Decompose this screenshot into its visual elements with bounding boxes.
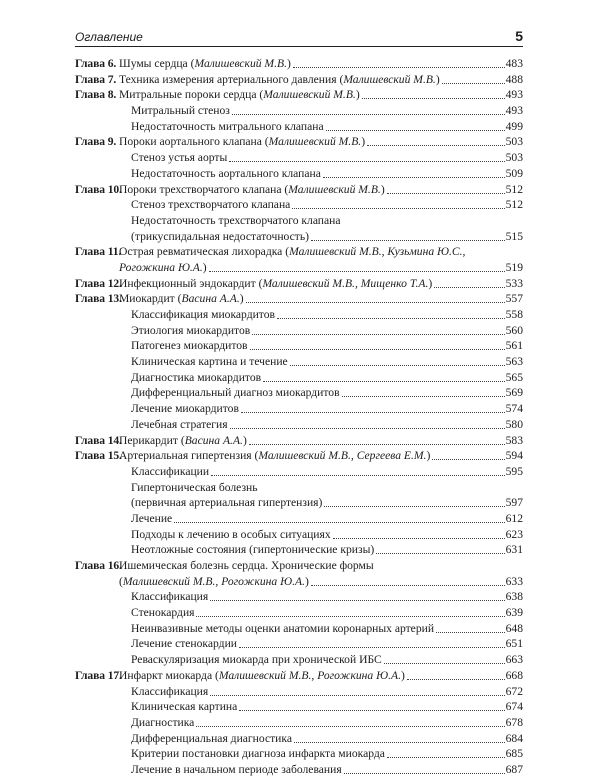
toc-chapter-entry[interactable] <box>75 182 523 198</box>
dot-leader <box>290 354 505 366</box>
entry-title <box>119 182 385 198</box>
entry-page-number: 594 <box>505 449 523 463</box>
dot-leader <box>387 182 505 194</box>
dot-leader <box>229 150 504 162</box>
dot-leader <box>294 731 505 743</box>
entry-title <box>131 762 342 778</box>
entry-authors: Малишевский М.В., Рогожкина Ю.А. <box>218 668 401 682</box>
entry-title-closing: ) <box>286 57 291 70</box>
toc-section-entry[interactable] <box>75 385 523 401</box>
toc-chapter-entry[interactable] <box>75 291 523 307</box>
entry-title-text: Диагностика миокардитов <box>131 370 262 384</box>
entry-page-number: 488 <box>505 72 523 86</box>
dot-leader <box>434 276 504 288</box>
entry-title-text: Лечение в начальном периоде заболевания <box>131 762 342 776</box>
chapter-number: Глава 9. <box>75 135 117 149</box>
entry-title-text: Этиология миокардитов <box>131 323 251 337</box>
chapter-number: Глава 7. <box>75 72 117 86</box>
toc-section-entry[interactable] <box>75 589 523 605</box>
entry-title-text: Классификации <box>131 464 210 478</box>
entry-title-text: Артериальная гипертензия ( <box>119 449 259 463</box>
dot-leader <box>241 401 505 413</box>
dot-leader <box>326 119 505 131</box>
entry-title-text: Диагностика <box>131 715 195 729</box>
chapter-number: Глава 12. <box>75 276 122 290</box>
entry-title <box>131 589 208 605</box>
toc-section-entry[interactable] <box>75 401 523 417</box>
chapter-number: Глава 10. <box>75 182 122 196</box>
table-of-contents <box>75 56 523 778</box>
entry-authors: Малишевский М.В., Рогожкина Ю.А. <box>122 574 305 588</box>
entry-title-text: Клиническая картина <box>131 700 238 714</box>
entry-title <box>131 684 208 700</box>
entry-title-text: Дифференциальная диагностика <box>131 731 292 745</box>
entry-title <box>119 87 360 103</box>
entry-title <box>131 621 434 637</box>
toc-section-entry[interactable] <box>75 746 523 762</box>
entry-title <box>119 276 432 292</box>
dot-leader <box>277 307 505 319</box>
dot-leader <box>436 621 505 633</box>
dot-leader <box>387 746 505 758</box>
entry-title-closing: ) <box>355 88 360 102</box>
entry-page-number: 512 <box>505 198 523 212</box>
toc-section-entry[interactable] <box>75 197 523 213</box>
entry-title-text: Клиническая картина и течение <box>131 355 288 369</box>
entry-title <box>119 56 291 72</box>
entry-title-text: Техника измерения артериального давления ( <box>119 72 344 86</box>
entry-title <box>131 338 248 354</box>
toc-section-entry[interactable] <box>75 731 523 747</box>
entry-authors: Малишевский М.В., Кузьмина Ю.С., <box>289 245 466 259</box>
toc-section-entry[interactable] <box>75 480 523 496</box>
entry-page-number: 597 <box>505 496 523 510</box>
entry-title-text: Недостаточность митрального клапана <box>131 119 324 133</box>
toc-section-entry[interactable] <box>75 495 523 511</box>
entry-page-number: 687 <box>505 762 523 776</box>
toc-chapter-entry[interactable] <box>75 668 523 684</box>
entry-title-text: Стеноз трехстворчатого клапана <box>131 198 291 212</box>
entry-page-number: 668 <box>505 668 523 682</box>
entry-title-text: Классификация миокардитов <box>131 308 275 321</box>
entry-page-number: 503 <box>505 135 523 149</box>
entry-title <box>131 213 341 229</box>
entry-title <box>119 433 247 449</box>
chapter-number: Глава 11. <box>75 245 122 259</box>
entry-title-text: Пороки аортального клапана ( <box>119 135 269 149</box>
running-header-title: Оглавление <box>75 30 143 44</box>
dot-leader <box>384 652 505 664</box>
entry-title-closing: ) <box>239 292 244 306</box>
toc-section-entry[interactable] <box>75 527 523 543</box>
entry-page-number: 569 <box>505 386 523 400</box>
toc-section-entry[interactable] <box>75 621 523 637</box>
entry-title-text: Ишемическая болезнь сердца. Хронические формы <box>119 559 374 572</box>
entry-title <box>119 244 465 260</box>
entry-authors: Малишевский М.В. <box>343 72 436 86</box>
toc-section-entry[interactable] <box>75 762 523 778</box>
toc-section-entry[interactable] <box>75 370 523 386</box>
entry-title-closing: ) <box>426 449 431 463</box>
dot-leader <box>432 448 504 460</box>
dot-leader <box>407 668 505 680</box>
entry-authors: Малишевский М.В. <box>268 135 362 149</box>
entry-page-number: 515 <box>505 229 523 243</box>
entry-title-text: Лечебная стратегия <box>131 417 228 431</box>
entry-title <box>131 605 194 621</box>
toc-section-entry[interactable] <box>75 213 523 229</box>
entry-title-text: Классификация <box>131 684 209 698</box>
toc-section-entry[interactable] <box>75 150 523 166</box>
entry-authors: Васина А.А. <box>184 433 243 447</box>
toc-section-entry[interactable] <box>75 636 523 652</box>
entry-title-text: Шумы сердца ( <box>119 57 195 70</box>
entry-title-text: Инфекционный эндокардит ( <box>119 276 263 290</box>
toc-section-entry[interactable] <box>75 684 523 700</box>
dot-leader <box>210 684 504 696</box>
entry-title-text: Острая ревматическая лихорадка ( <box>119 245 290 259</box>
entry-page-number: 674 <box>505 700 523 714</box>
dot-leader <box>292 197 504 209</box>
entry-title-text: ( <box>119 574 123 588</box>
entry-page-number: 639 <box>505 606 523 620</box>
dot-leader <box>367 134 505 146</box>
entry-title <box>131 370 261 386</box>
chapter-number: Глава 8. <box>75 88 117 102</box>
entry-title-text: Митральные пороки сердца ( <box>119 88 264 102</box>
entry-title-text: (первичная артериальная гипертензия) <box>131 496 323 510</box>
toc-section-entry[interactable] <box>75 354 523 370</box>
entry-authors: Малишевский М.В. <box>263 88 356 102</box>
entry-page-number: 574 <box>505 402 523 416</box>
toc-chapter-entry[interactable] <box>75 558 523 574</box>
dot-leader <box>362 87 505 99</box>
entry-authors: Васина А.А. <box>181 292 240 306</box>
dot-leader <box>209 260 505 272</box>
entry-title-text: Неинвазивные методы оценки анатомии коронарных артерий <box>131 621 435 635</box>
entry-title-text: Патогенез миокардитов <box>131 339 248 353</box>
entry-title <box>119 448 430 464</box>
entry-page-number: 563 <box>505 355 523 369</box>
entry-page-number: 631 <box>505 543 523 557</box>
entry-page-number: 685 <box>505 747 523 761</box>
entry-title-closing: ) <box>304 574 309 588</box>
entry-title-text: Перикардит ( <box>119 433 185 447</box>
entry-title <box>131 307 275 323</box>
entry-page-number: 583 <box>505 433 523 447</box>
entry-title <box>119 72 440 88</box>
dot-leader <box>342 385 505 397</box>
entry-title <box>131 527 331 543</box>
entry-page-number: 678 <box>505 715 523 729</box>
toc-chapter-entry[interactable] <box>75 87 523 103</box>
entry-title-text: Классификация <box>131 590 209 604</box>
dot-leader <box>246 291 505 303</box>
entry-title <box>131 401 239 417</box>
entry-title <box>119 574 309 590</box>
entry-page-number: 651 <box>505 637 523 651</box>
entry-title <box>131 150 227 166</box>
entry-title-text: Недостаточность аортального клапана <box>131 166 321 180</box>
entry-title <box>131 103 230 119</box>
entry-title <box>131 511 172 527</box>
entry-title <box>131 464 209 480</box>
toc-section-entry[interactable] <box>75 699 523 715</box>
entry-page-number: 638 <box>505 590 523 604</box>
dot-leader <box>311 229 505 241</box>
dot-leader <box>344 762 505 774</box>
entry-title-closing: ) <box>361 135 366 149</box>
entry-page-number: 633 <box>505 574 523 588</box>
dot-leader <box>311 574 505 586</box>
entry-title-text: Дифференциальный диагноз миокардитов <box>131 386 340 400</box>
entry-page-number: 503 <box>505 151 523 165</box>
dot-leader <box>239 636 505 648</box>
entry-page-number: 648 <box>505 621 523 635</box>
chapter-number: Глава 14. <box>75 433 122 447</box>
entry-title <box>131 417 228 433</box>
dot-leader <box>252 323 504 335</box>
entry-authors: Малишевский М.В., Мищенко Т.А. <box>262 276 429 290</box>
dot-leader <box>196 605 504 617</box>
dot-leader <box>376 542 504 554</box>
entry-title-closing: ) <box>202 260 207 274</box>
entry-title <box>131 699 237 715</box>
entry-title-closing: ) <box>428 276 433 290</box>
toc-section-entry[interactable] <box>75 323 523 339</box>
entry-page-number: 612 <box>505 511 523 525</box>
entry-page-number: 623 <box>505 527 523 541</box>
entry-page-number: 493 <box>505 104 523 118</box>
entry-title-text: Гипертоническая болезнь <box>131 480 258 494</box>
entry-authors: Малишевский М.В. <box>194 57 287 70</box>
dot-leader <box>230 417 505 429</box>
entry-page-number: 560 <box>505 323 523 337</box>
entry-title-text: Митральный стеноз <box>131 104 230 118</box>
entry-title <box>131 495 322 511</box>
entry-title <box>131 636 237 652</box>
dot-leader <box>293 56 505 68</box>
entry-page-number: 561 <box>505 339 523 353</box>
chapter-number: Глава 15. <box>75 449 122 463</box>
entry-title <box>131 731 292 747</box>
chapter-number: Глава 16. <box>75 559 122 572</box>
toc-chapter-entry[interactable] <box>75 276 523 292</box>
chapter-number: Глава 6. <box>75 57 117 70</box>
entry-title <box>131 323 250 339</box>
dot-leader <box>249 433 505 445</box>
dot-leader <box>211 464 505 476</box>
entry-page-number: 533 <box>505 276 523 290</box>
entry-title <box>131 354 288 370</box>
dot-leader <box>263 370 505 382</box>
dot-leader <box>333 527 505 539</box>
entry-page-number: 519 <box>505 260 523 274</box>
entry-title <box>131 385 340 401</box>
toc-section-entry[interactable] <box>75 229 523 245</box>
entry-title <box>119 291 244 307</box>
toc-entry-continuation[interactable] <box>75 574 523 590</box>
entry-title-text: Стенокардия <box>131 606 195 620</box>
toc-chapter-entry[interactable] <box>75 72 523 88</box>
dot-leader <box>323 166 505 178</box>
toc-section-entry[interactable] <box>75 307 523 323</box>
entry-title-text: Лечение миокардитов <box>131 402 239 416</box>
toc-chapter-entry[interactable] <box>75 433 523 449</box>
entry-title <box>131 166 321 182</box>
entry-title <box>119 260 207 276</box>
entry-title <box>131 480 258 496</box>
dot-leader <box>196 715 504 727</box>
entry-authors: Малишевский М.В., Сергеева Е.М. <box>258 449 427 463</box>
toc-chapter-entry[interactable] <box>75 448 523 464</box>
entry-title-closing: ) <box>242 433 247 447</box>
entry-title <box>131 542 374 558</box>
entry-authors: Рогожкина Ю.А. <box>119 260 203 274</box>
entry-title-text: Критерии постановки диагноза инфаркта миокарда <box>131 747 385 761</box>
dot-leader <box>239 699 504 711</box>
entry-title-text: Стеноз устья аорты <box>131 151 228 165</box>
entry-page-number: 580 <box>505 417 523 431</box>
entry-title-closing: ) <box>380 182 385 196</box>
entry-page-number: 672 <box>505 684 523 698</box>
entry-title <box>131 197 290 213</box>
entry-title <box>119 668 405 684</box>
entry-title <box>131 715 194 731</box>
entry-title <box>119 134 365 150</box>
entry-page-number: 684 <box>505 731 523 745</box>
toc-section-entry[interactable] <box>75 715 523 731</box>
entry-page-number: 499 <box>505 119 523 133</box>
entry-title-text: Миокардит ( <box>119 292 182 306</box>
entry-title-text: (трикуспидальная недостаточность) <box>131 229 309 243</box>
dot-leader <box>174 511 504 523</box>
toc-section-entry[interactable] <box>75 338 523 354</box>
entry-page-number: 558 <box>505 308 523 321</box>
running-header <box>75 28 523 47</box>
entry-page-number: 512 <box>505 182 523 196</box>
entry-title <box>131 652 382 668</box>
toc-section-entry[interactable] <box>75 103 523 119</box>
toc-section-entry[interactable] <box>75 605 523 621</box>
entry-page-number: 509 <box>505 166 523 180</box>
entry-title <box>131 746 385 762</box>
entry-title-text: Недостаточность трехстворчатого клапана <box>131 213 341 227</box>
toc-section-entry[interactable] <box>75 511 523 527</box>
toc-chapter-entry[interactable] <box>75 244 523 260</box>
chapter-number: Глава 17. <box>75 668 122 682</box>
toc-section-entry[interactable] <box>75 542 523 558</box>
entry-title-text: Подходы к лечению в особых ситуациях <box>131 527 331 541</box>
toc-chapter-entry[interactable] <box>75 56 523 72</box>
toc-section-entry[interactable] <box>75 464 523 480</box>
entry-page-number: 595 <box>505 464 523 478</box>
dot-leader <box>232 103 505 115</box>
entry-title-text: Неотложные состояния (гипертонические кризы) <box>131 543 375 557</box>
entry-title-text: Реваскуляризация миокарда при хронической ИБС <box>131 653 382 667</box>
entry-title-text: Инфаркт миокарда ( <box>119 668 219 682</box>
toc-section-entry[interactable] <box>75 166 523 182</box>
toc-section-entry[interactable] <box>75 652 523 668</box>
entry-page-number: 557 <box>505 292 523 306</box>
dot-leader <box>324 495 504 507</box>
page-number: 5 <box>515 28 523 44</box>
entry-page-number: 493 <box>505 88 523 102</box>
entry-title <box>131 119 324 135</box>
entry-title-text: Лечение <box>131 511 173 525</box>
entry-title <box>119 558 374 574</box>
toc-section-entry[interactable] <box>75 417 523 433</box>
toc-entry-continuation[interactable] <box>75 260 523 276</box>
dot-leader <box>210 589 504 601</box>
entry-title-closing: ) <box>400 668 405 682</box>
dot-leader <box>250 338 505 350</box>
entry-title-text: Пороки трехстворчатого клапана ( <box>119 182 289 196</box>
toc-section-entry[interactable] <box>75 119 523 135</box>
entry-page-number: 663 <box>505 653 523 667</box>
entry-title-closing: ) <box>435 72 440 86</box>
entry-title-text: Лечение стенокардии <box>131 637 237 651</box>
dot-leader <box>442 72 505 84</box>
entry-title <box>131 229 309 245</box>
entry-authors: Малишевский М.В. <box>288 182 381 196</box>
entry-page-number: 483 <box>505 57 523 70</box>
entry-page-number: 565 <box>505 370 523 384</box>
toc-chapter-entry[interactable] <box>75 134 523 150</box>
chapter-number: Глава 13. <box>75 292 122 306</box>
